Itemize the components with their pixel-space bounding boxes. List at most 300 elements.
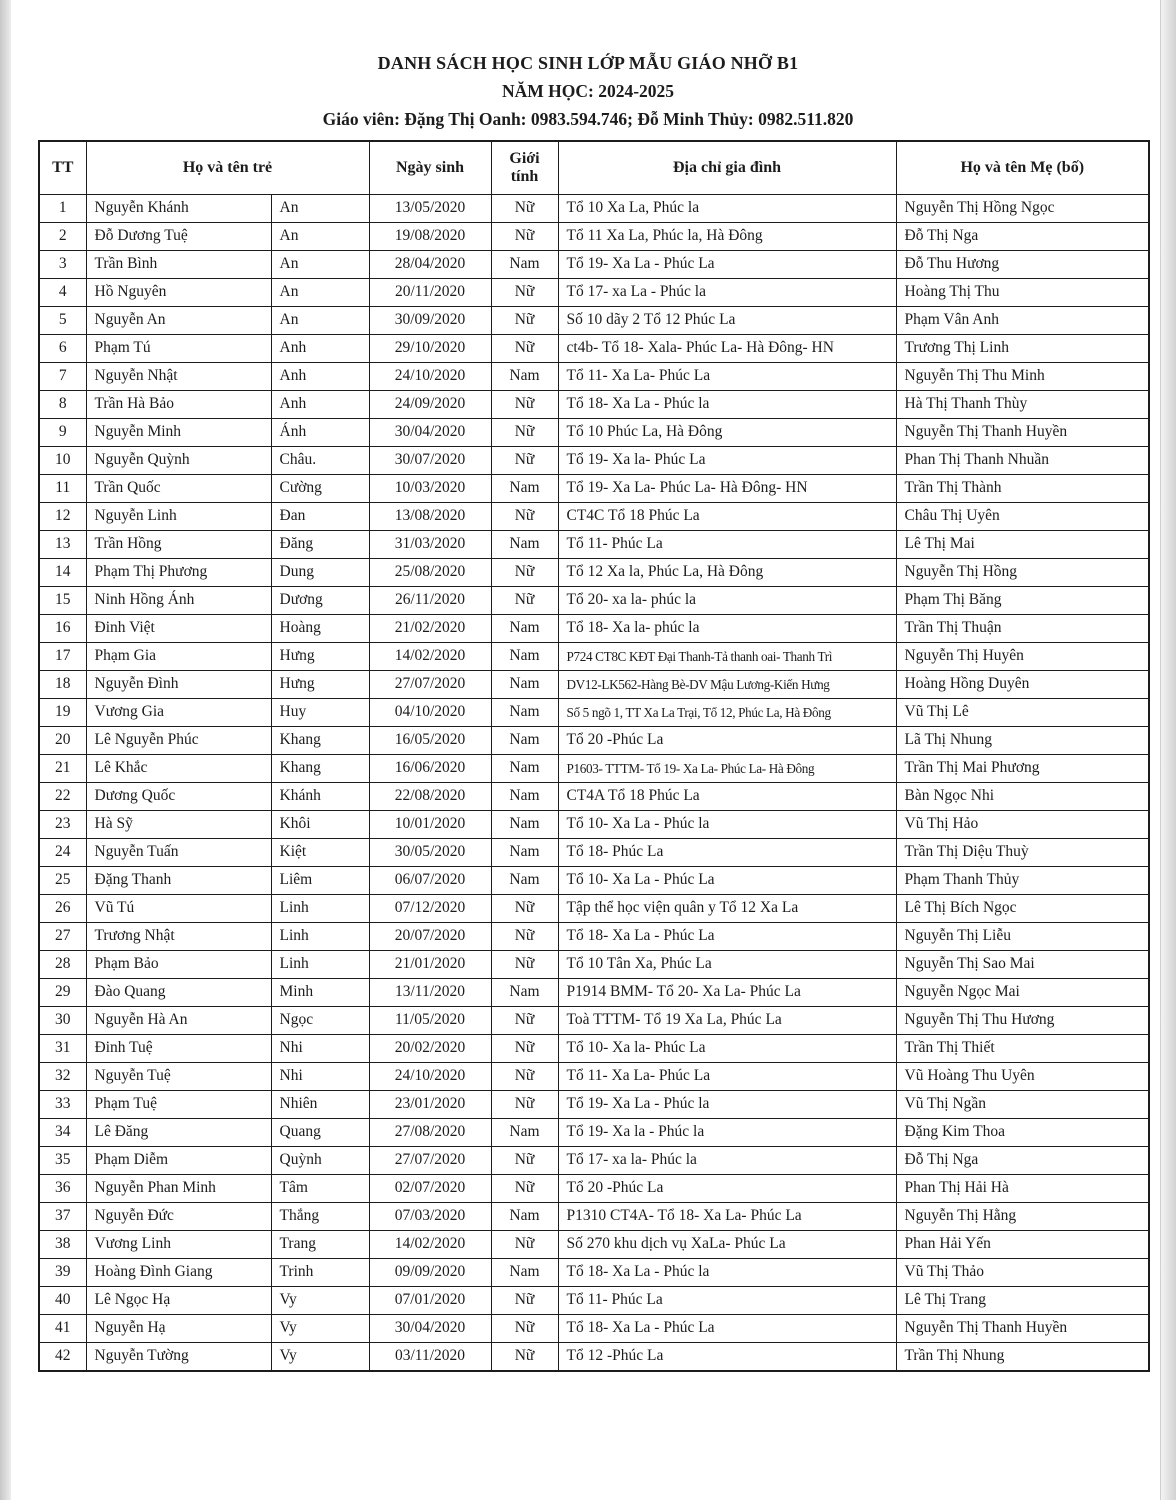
cell-gender: Nữ [491,587,558,615]
school-year: NĂM HỌC: 2024-2025 [501,81,675,102]
cell-dob: 13/05/2020 [369,195,491,223]
cell-address: Tổ 10 Phúc La, Hà Đông [558,419,896,447]
cell-address: Tổ 20 -Phúc La [558,1175,896,1203]
header-gender: Giới tính [491,141,558,195]
cell-address: Số 5 ngõ 1, TT Xa La Trại, Tổ 12, Phúc La, Hà Đông [558,699,896,727]
cell-mother-name: Trần Thị Diệu Thuỳ [896,839,1149,867]
cell-tt: 22 [39,783,86,811]
cell-last-name: Phạm Tú [86,335,271,363]
cell-tt: 4 [39,279,86,307]
cell-tt: 28 [39,951,86,979]
header-row [39,141,1149,195]
cell-tt: 1 [39,195,86,223]
cell-dob: 31/03/2020 [369,531,491,559]
page-left-edge [0,0,11,1500]
cell-mother-name: Phan Thị Hải Hà [896,1175,1149,1203]
cell-gender: Nữ [491,1035,558,1063]
cell-dob: 13/08/2020 [369,503,491,531]
cell-last-name: Nguyễn Tuấn [86,839,271,867]
cell-last-name: Nguyễn Đình [86,671,271,699]
cell-tt: 32 [39,1063,86,1091]
cell-address: ct4b- Tổ 18- Xala- Phúc La- Hà Đông- HN [558,335,896,363]
cell-last-name: Đào Quang [86,979,271,1007]
cell-gender: Nam [491,475,558,503]
cell-last-name: Nguyễn Phan Minh [86,1175,271,1203]
cell-first-name: Liêm [271,867,369,895]
student-roster-table [38,140,1150,1372]
cell-last-name: Phạm Tuệ [86,1091,271,1119]
cell-dob: 27/07/2020 [369,1147,491,1175]
cell-last-name: Trần Hà Bảo [86,391,271,419]
cell-tt: 33 [39,1091,86,1119]
cell-dob: 23/01/2020 [369,1091,491,1119]
cell-mother-name: Đỗ Thị Nga [896,223,1149,251]
cell-last-name: Nguyễn An [86,307,271,335]
cell-tt: 16 [39,615,86,643]
cell-first-name: Linh [271,951,369,979]
cell-last-name: Nguyễn Nhật [86,363,271,391]
table-row [39,1175,1149,1203]
cell-address: Tổ 20- xa la- phúc la [558,587,896,615]
cell-gender: Nam [491,643,558,671]
cell-last-name: Dương Quốc [86,783,271,811]
cell-dob: 30/04/2020 [369,419,491,447]
cell-dob: 13/11/2020 [369,979,491,1007]
cell-tt: 30 [39,1007,86,1035]
table-row [39,671,1149,699]
cell-mother-name: Hoàng Hồng Duyên [896,671,1149,699]
cell-dob: 07/01/2020 [369,1287,491,1315]
table-row [39,251,1149,279]
cell-gender: Nam [491,1119,558,1147]
cell-dob: 27/08/2020 [369,1119,491,1147]
cell-dob: 25/08/2020 [369,559,491,587]
cell-tt: 41 [39,1315,86,1343]
cell-first-name: Thắng [271,1203,369,1231]
cell-mother-name: Lã Thị Nhung [896,727,1149,755]
header-address: Địa chỉ gia đình [558,141,896,195]
cell-first-name: Vy [271,1315,369,1343]
table-row [39,1091,1149,1119]
cell-tt: 38 [39,1231,86,1259]
cell-last-name: Lê Khắc [86,755,271,783]
cell-mother-name: Lê Thị Mai [896,531,1149,559]
cell-last-name: Phạm Gia [86,643,271,671]
table-row [39,839,1149,867]
cell-last-name: Hồ Nguyên [86,279,271,307]
cell-mother-name: Hà Thị Thanh Thùy [896,391,1149,419]
cell-dob: 22/08/2020 [369,783,491,811]
cell-first-name: Anh [271,335,369,363]
cell-address: Tổ 10 Xa La, Phúc la [558,195,896,223]
cell-tt: 26 [39,895,86,923]
cell-dob: 20/11/2020 [369,279,491,307]
cell-dob: 21/02/2020 [369,615,491,643]
cell-mother-name: Nguyễn Thị Hằng [896,1203,1149,1231]
table-row [39,1343,1149,1372]
cell-last-name: Nguyễn Khánh [86,195,271,223]
cell-tt: 18 [39,671,86,699]
cell-address: Tập thể học viện quân y Tổ 12 Xa La [558,895,896,923]
cell-address: Tổ 12 -Phúc La [558,1343,896,1372]
cell-last-name: Trần Quốc [86,475,271,503]
cell-gender: Nữ [491,1007,558,1035]
cell-address: P1603- TTTM- Tổ 19- Xa La- Phúc La- Hà Đông [558,755,896,783]
table-row [39,755,1149,783]
cell-address: Tổ 19- Xa La - Phúc La [558,251,896,279]
cell-tt: 19 [39,699,86,727]
table-row [39,531,1149,559]
cell-last-name: Đặng Thanh [86,867,271,895]
cell-dob: 09/09/2020 [369,1259,491,1287]
cell-first-name: Quỳnh [271,1147,369,1175]
cell-address: Tổ 18- Xa la- phúc la [558,615,896,643]
cell-dob: 06/07/2020 [369,867,491,895]
table-row [39,1035,1149,1063]
cell-last-name: Nguyễn Quỳnh [86,447,271,475]
cell-mother-name: Đỗ Thu Hương [896,251,1149,279]
cell-gender: Nam [491,699,558,727]
cell-gender: Nam [491,531,558,559]
cell-mother-name: Đặng Kim Thoa [896,1119,1149,1147]
cell-first-name: Anh [271,391,369,419]
cell-last-name: Phạm Diễm [86,1147,271,1175]
cell-address: Tổ 10- Xa la- Phúc La [558,1035,896,1063]
cell-first-name: Châu. [271,447,369,475]
cell-last-name: Nguyễn Hạ [86,1315,271,1343]
cell-mother-name: Nguyễn Thị Thu Minh [896,363,1149,391]
cell-mother-name: Trần Thị Mai Phương [896,755,1149,783]
cell-last-name: Nguyễn Tuệ [86,1063,271,1091]
cell-address: Tổ 19- Xa La - Phúc la [558,1091,896,1119]
cell-last-name: Nguyễn Hà An [86,1007,271,1035]
cell-gender: Nữ [491,1147,558,1175]
cell-last-name: Đinh Việt [86,615,271,643]
cell-mother-name: Vũ Thị Lê [896,699,1149,727]
cell-address: Tổ 11- Xa La- Phúc La [558,363,896,391]
table-row [39,979,1149,1007]
cell-address: Tổ 18- Xa La - Phúc La [558,923,896,951]
table-row [39,895,1149,923]
table-row [39,195,1149,223]
cell-tt: 20 [39,727,86,755]
table-row [39,307,1149,335]
cell-last-name: Đinh Tuệ [86,1035,271,1063]
teacher-contacts: Giáo viên: Đặng Thị Oanh: 0983.594.746; Đỗ Minh Thủy: 0982.511.820 [322,109,854,130]
cell-tt: 23 [39,811,86,839]
cell-first-name: An [271,195,369,223]
cell-gender: Nam [491,979,558,1007]
cell-address: Tổ 12 Xa la, Phúc La, Hà Đông [558,559,896,587]
cell-dob: 16/06/2020 [369,755,491,783]
cell-address: Số 10 dãy 2 Tổ 12 Phúc La [558,307,896,335]
cell-mother-name: Nguyễn Thị Thanh Huyền [896,419,1149,447]
cell-last-name: Lê Đăng [86,1119,271,1147]
cell-gender: Nam [491,783,558,811]
cell-first-name: Khang [271,727,369,755]
cell-first-name: Ánh [271,419,369,447]
table-row [39,1203,1149,1231]
cell-address: Số 270 khu dịch vụ XaLa- Phúc La [558,1231,896,1259]
cell-first-name: Linh [271,895,369,923]
cell-gender: Nữ [491,223,558,251]
cell-gender: Nam [491,727,558,755]
cell-gender: Nữ [491,1315,558,1343]
cell-mother-name: Bàn Ngọc Nhi [896,783,1149,811]
cell-tt: 10 [39,447,86,475]
cell-first-name: Ngọc [271,1007,369,1035]
cell-address: Tổ 18- Phúc La [558,839,896,867]
cell-dob: 11/05/2020 [369,1007,491,1035]
cell-dob: 28/04/2020 [369,251,491,279]
cell-last-name: Hoàng Đình Giang [86,1259,271,1287]
cell-last-name: Phạm Bảo [86,951,271,979]
cell-gender: Nữ [491,895,558,923]
cell-address: Tổ 18- Xa La - Phúc la [558,1259,896,1287]
cell-first-name: An [271,251,369,279]
cell-dob: 10/03/2020 [369,475,491,503]
cell-last-name: Nguyễn Linh [86,503,271,531]
cell-mother-name: Phan Hải Yến [896,1231,1149,1259]
cell-tt: 36 [39,1175,86,1203]
cell-dob: 24/10/2020 [369,363,491,391]
cell-address: P724 CT8C KĐT Đại Thanh-Tả thanh oai- Thanh Trì [558,643,896,671]
page-title: DANH SÁCH HỌC SINH LỚP MẪU GIÁO NHỠ B1 [377,53,799,73]
cell-dob: 03/11/2020 [369,1343,491,1372]
cell-tt: 34 [39,1119,86,1147]
cell-dob: 30/09/2020 [369,307,491,335]
table-row [39,643,1149,671]
cell-dob: 21/01/2020 [369,951,491,979]
cell-mother-name: Vũ Hoàng Thu Uyên [896,1063,1149,1091]
table-row [39,867,1149,895]
cell-last-name: Trần Hồng [86,531,271,559]
cell-first-name: Tâm [271,1175,369,1203]
cell-address: Tổ 10- Xa La - Phúc La [558,867,896,895]
cell-address: P1914 BMM- Tổ 20- Xa La- Phúc La [558,979,896,1007]
cell-last-name: Nguyễn Đức [86,1203,271,1231]
cell-gender: Nam [491,671,558,699]
cell-first-name: Quang [271,1119,369,1147]
cell-mother-name: Lê Thị Bích Ngọc [896,895,1149,923]
cell-mother-name: Nguyễn Thị Liễu [896,923,1149,951]
cell-tt: 13 [39,531,86,559]
cell-mother-name: Phan Thị Thanh Nhuần [896,447,1149,475]
cell-mother-name: Vũ Thị Ngần [896,1091,1149,1119]
cell-mother-name: Nguyễn Thị Thu Hương [896,1007,1149,1035]
cell-mother-name: Vũ Thị Hảo [896,811,1149,839]
cell-address: CT4A Tổ 18 Phúc La [558,783,896,811]
cell-dob: 16/05/2020 [369,727,491,755]
header-tt: TT [39,141,86,195]
cell-tt: 40 [39,1287,86,1315]
cell-mother-name: Phạm Vân Anh [896,307,1149,335]
cell-first-name: Đăng [271,531,369,559]
cell-tt: 39 [39,1259,86,1287]
cell-address: P1310 CT4A- Tổ 18- Xa La- Phúc La [558,1203,896,1231]
cell-address: Tổ 19- Xa la- Phúc La [558,447,896,475]
cell-gender: Nữ [491,419,558,447]
cell-mother-name: Đỗ Thị Nga [896,1147,1149,1175]
cell-gender: Nữ [491,1063,558,1091]
cell-tt: 42 [39,1343,86,1372]
cell-gender: Nữ [491,335,558,363]
cell-gender: Nữ [491,1231,558,1259]
cell-tt: 21 [39,755,86,783]
table-row [39,811,1149,839]
cell-mother-name: Trương Thị Linh [896,335,1149,363]
cell-tt: 11 [39,475,86,503]
cell-gender: Nữ [491,923,558,951]
cell-first-name: An [271,279,369,307]
cell-mother-name: Nguyễn Thị Sao Mai [896,951,1149,979]
cell-first-name: Khôi [271,811,369,839]
cell-dob: 10/01/2020 [369,811,491,839]
cell-tt: 15 [39,587,86,615]
cell-tt: 27 [39,923,86,951]
cell-dob: 30/07/2020 [369,447,491,475]
cell-gender: Nam [491,1259,558,1287]
cell-dob: 07/03/2020 [369,1203,491,1231]
cell-dob: 27/07/2020 [369,671,491,699]
cell-gender: Nam [491,839,558,867]
cell-last-name: Hà Sỹ [86,811,271,839]
cell-first-name: Kiệt [271,839,369,867]
cell-address: Tổ 18- Xa La - Phúc La [558,1315,896,1343]
table-row [39,559,1149,587]
table-row [39,279,1149,307]
cell-address: Tổ 17- xa La - Phúc la [558,279,896,307]
cell-dob: 07/12/2020 [369,895,491,923]
table-row [39,1315,1149,1343]
cell-mother-name: Nguyễn Thị Hồng [896,559,1149,587]
cell-address: DV12-LK562-Hàng Bè-DV Mậu Lương-Kiến Hưng [558,671,896,699]
cell-tt: 12 [39,503,86,531]
cell-mother-name: Trần Thị Thành [896,475,1149,503]
cell-gender: Nữ [491,279,558,307]
cell-tt: 37 [39,1203,86,1231]
cell-address: Tổ 11- Phúc La [558,531,896,559]
header-mother-name: Họ và tên Mẹ (bố) [896,141,1149,195]
cell-gender: Nữ [491,559,558,587]
cell-address: CT4C Tổ 18 Phúc La [558,503,896,531]
cell-gender: Nữ [491,951,558,979]
cell-gender: Nữ [491,503,558,531]
table-row [39,1287,1149,1315]
cell-gender: Nữ [491,195,558,223]
cell-dob: 14/02/2020 [369,1231,491,1259]
cell-mother-name: Phạm Thị Băng [896,587,1149,615]
table-row [39,335,1149,363]
cell-address: Tổ 10- Xa La - Phúc la [558,811,896,839]
cell-gender: Nam [491,363,558,391]
cell-first-name: Khang [271,755,369,783]
table-row [39,1007,1149,1035]
cell-tt: 29 [39,979,86,1007]
cell-tt: 7 [39,363,86,391]
cell-address: Tổ 18- Xa La - Phúc la [558,391,896,419]
cell-first-name: Vy [271,1343,369,1372]
cell-tt: 2 [39,223,86,251]
cell-tt: 35 [39,1147,86,1175]
cell-last-name: Nguyễn Tường [86,1343,271,1372]
cell-dob: 29/10/2020 [369,335,491,363]
cell-address: Tổ 20 -Phúc La [558,727,896,755]
table-row [39,363,1149,391]
cell-tt: 17 [39,643,86,671]
table-row [39,447,1149,475]
cell-last-name: Lê Nguyễn Phúc [86,727,271,755]
table-header [39,141,1149,195]
cell-first-name: Trang [271,1231,369,1259]
cell-mother-name: Hoàng Thị Thu [896,279,1149,307]
cell-mother-name: Trần Thị Thuận [896,615,1149,643]
cell-first-name: An [271,307,369,335]
cell-address: Tổ 19- Xa la - Phúc la [558,1119,896,1147]
cell-first-name: Trinh [271,1259,369,1287]
cell-first-name: Anh [271,363,369,391]
table-row [39,951,1149,979]
cell-dob: 19/08/2020 [369,223,491,251]
cell-first-name: Dung [271,559,369,587]
cell-gender: Nữ [491,1287,558,1315]
cell-last-name: Trương Nhật [86,923,271,951]
cell-last-name: Nguyễn Minh [86,419,271,447]
cell-address: Toà TTTM- Tổ 19 Xa La, Phúc La [558,1007,896,1035]
cell-first-name: Cường [271,475,369,503]
table-body [39,195,1149,1372]
cell-tt: 25 [39,867,86,895]
table-row [39,587,1149,615]
cell-gender: Nữ [491,1091,558,1119]
table-row [39,419,1149,447]
table-row [39,391,1149,419]
cell-tt: 14 [39,559,86,587]
cell-gender: Nữ [491,391,558,419]
table-row [39,1063,1149,1091]
cell-gender: Nam [491,1203,558,1231]
cell-first-name: Nhiên [271,1091,369,1119]
cell-gender: Nam [491,755,558,783]
cell-mother-name: Nguyễn Thị Thanh Huyền [896,1315,1149,1343]
cell-tt: 9 [39,419,86,447]
cell-address: Tổ 11- Xa La- Phúc La [558,1063,896,1091]
cell-gender: Nữ [491,447,558,475]
cell-address: Tổ 10 Tân Xa, Phúc La [558,951,896,979]
cell-last-name: Trần Bình [86,251,271,279]
cell-gender: Nam [491,251,558,279]
table-row [39,1259,1149,1287]
table-row [39,727,1149,755]
cell-dob: 30/05/2020 [369,839,491,867]
page-right-edge [1160,0,1176,1500]
cell-address: Tổ 19- Xa La- Phúc La- Hà Đông- HN [558,475,896,503]
cell-last-name: Vũ Tú [86,895,271,923]
cell-mother-name: Trần Thị Thiết [896,1035,1149,1063]
header-child-name: Họ và tên trẻ [86,141,369,195]
cell-tt: 8 [39,391,86,419]
cell-first-name: Hưng [271,671,369,699]
table-row [39,699,1149,727]
cell-gender: Nữ [491,307,558,335]
cell-address: Tổ 11 Xa La, Phúc la, Hà Đông [558,223,896,251]
cell-tt: 24 [39,839,86,867]
cell-mother-name: Nguyễn Thị Hồng Ngọc [896,195,1149,223]
cell-dob: 20/07/2020 [369,923,491,951]
cell-first-name: Đan [271,503,369,531]
cell-dob: 20/02/2020 [369,1035,491,1063]
cell-mother-name: Vũ Thị Thảo [896,1259,1149,1287]
